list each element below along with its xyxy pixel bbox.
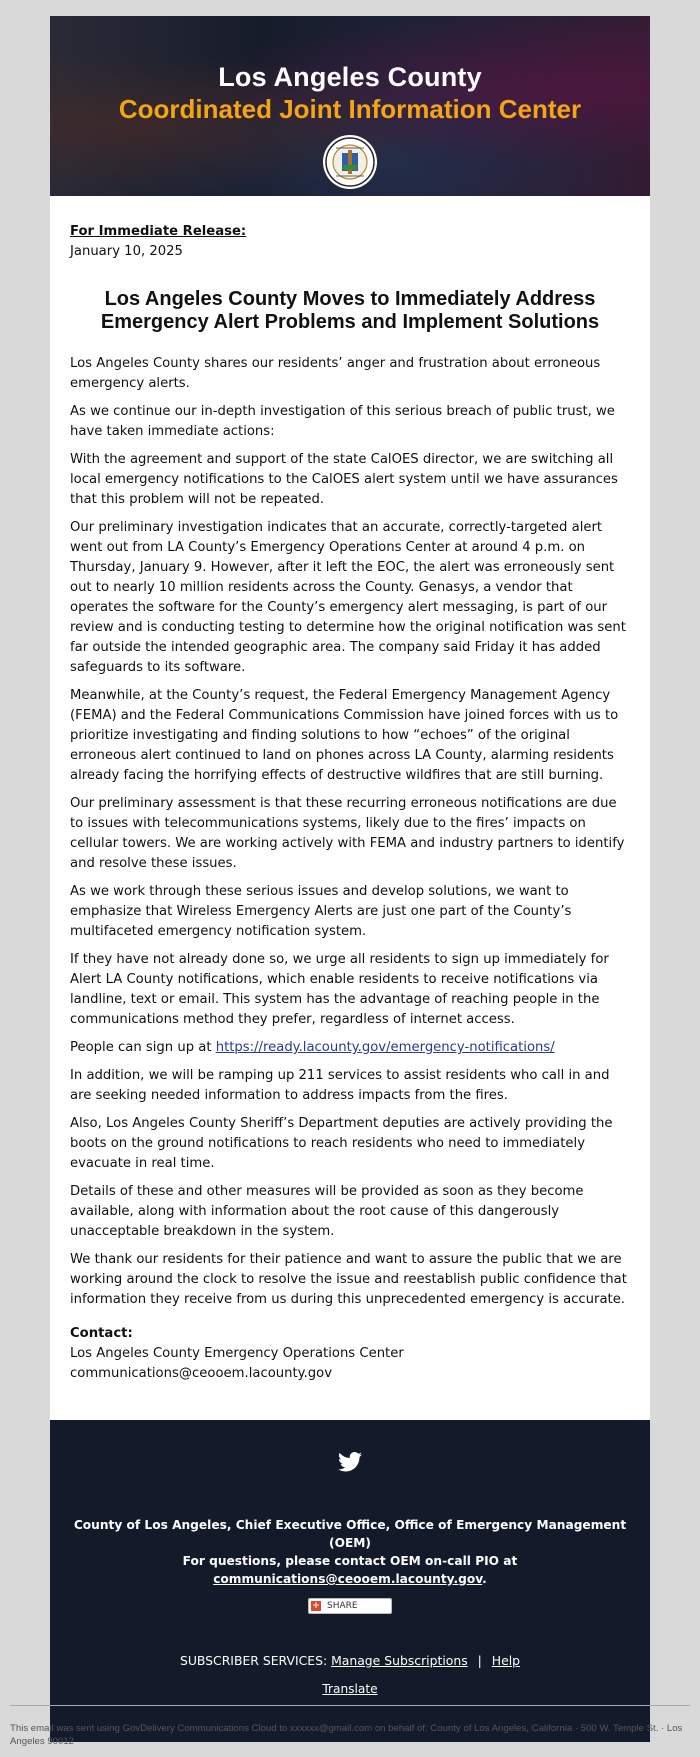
county-seal-icon	[322, 134, 378, 190]
manage-subscriptions-link[interactable]: Manage Subscriptions	[331, 1653, 468, 1668]
footer-org-line: County of Los Angeles, Chief Executive Office, Office of Emergency Management (OEM)	[73, 1518, 627, 1550]
share-label: SHARE	[327, 1601, 358, 1611]
separator: |	[477, 1653, 482, 1668]
release-date: January 10, 2025	[70, 244, 183, 259]
legal-notice: This email was sent using GovDelivery Communications Cloud to xxxxxx@gmail.com on behalf of: County of Los Angeles, California · 500 W. Temple St. · Los Angeles 90012	[10, 1705, 690, 1748]
subscriber-label: SUBSCRIBER SERVICES:	[179, 1653, 328, 1668]
contact-org: Los Angeles County Emergency Operations Center	[70, 1346, 404, 1361]
headline: Los Angeles County Moves to Immediately Address Emergency Alert Problems and Implement Solutions	[100, 288, 600, 333]
header-banner	[50, 16, 650, 196]
paragraph: Meanwhile, at the County’s request, the Federal Emergency Management Agency (FEMA) and the Federal Communications Commission have joined forces with us to prioritize investigating and finding solutions to how “echoes” of the original erroneous alert continued to land on phones across LA County, alarming residents already facing the horrifying effects of destructive wildfires that are still burning.	[70, 688, 619, 783]
paragraph: As we work through these serious issues and develop solutions, we want to emphasize that Wireless Emergency Alerts are just one part of the County’s multifaceted emergency notification system.	[70, 884, 572, 939]
paragraph: Also, Los Angeles County Sheriff’s Department deputies are actively providing the boots on the ground notifications to reach residents who need to immediately evacuate in real time.	[70, 1116, 613, 1171]
contact-email: communications@ceooem.lacounty.gov	[70, 1366, 333, 1381]
signup-link[interactable]: https://ready.lacounty.gov/emergency-notifications/	[215, 1040, 555, 1055]
subscriber-services	[70, 1652, 630, 1670]
signup-paragraph	[70, 1038, 630, 1058]
pio-email-link[interactable]: communications@ceooem.lacounty.gov	[213, 1572, 483, 1586]
banner-subtitle: Coordinated Joint Information Center	[118, 94, 582, 124]
paragraph: As we continue our in-depth investigation of this serious breach of public trust, we have taken immediate actions:	[70, 404, 615, 439]
paragraph: Our preliminary assessment is that these recurring erroneous notifications are due to issues with telecommunications systems, likely due to the fires’ impacts on cellular towers. We are working actively with FEMA and industry partners to identify and resolve these issues.	[70, 796, 625, 871]
paragraph: With the agreement and support of the state CalOES director, we are switching all local emergency notifications to the CalOES alert system until we have assurances that this problem will not be repeated.	[70, 452, 618, 507]
contact-label: Contact:	[70, 1326, 133, 1341]
translate-link[interactable]: Translate	[322, 1682, 378, 1696]
paragraph: Los Angeles County shares our residents’ anger and frustration about erroneous emergency alerts.	[70, 356, 601, 391]
paragraph: In addition, we will be ramping up 211 services to assist residents who call in and are seeking needed information to address impacts from the fires.	[70, 1068, 610, 1103]
email-footer	[50, 1420, 650, 1742]
release-label: For Immediate Release:	[70, 224, 247, 239]
footer-pio-line	[70, 1552, 630, 1588]
paragraph: Our preliminary investigation indicates that an accurate, correctly-targeted alert went out from LA County’s Emergency Operations Center at around 4 p.m. on Thursday, January 9. However, after it left the EOC, the alert was erroneously sent out to nearly 10 million residents across the County. Genasys, a vendor that operates the software for the County’s emergency alert messaging, is part of our review and is conducting testing to determine how the original notification was sent far outside the intended geographic area. The company said Friday it has added safeguards to its software.	[70, 520, 626, 675]
help-link[interactable]: Help	[491, 1653, 521, 1668]
paragraph: We thank our residents for their patience and want to assure the public that we are working around the clock to resolve the issue and reestablish public confidence that information they receive from us during this unprecedented emergency is accurate.	[70, 1252, 627, 1307]
paragraph: Details of these and other measures will be provided as soon as they become available, along with information about the root cause of this dangerously unacceptable breakdown in the system.	[70, 1184, 584, 1239]
email-container	[50, 16, 650, 1742]
share-button[interactable]	[308, 1598, 392, 1614]
twitter-icon[interactable]	[338, 1452, 362, 1472]
pio-prefix: For questions, please contact OEM on-call PIO at	[182, 1554, 518, 1568]
banner-title: Los Angeles County	[218, 62, 482, 92]
signup-prefix: People can sign up at	[70, 1040, 216, 1055]
pio-suffix: .	[482, 1572, 487, 1586]
paragraph: If they have not already done so, we urge all residents to sign up immediately for Alert LA County notifications, which enable residents to receive notifications via landline, text or email. This system has the advantage of reaching people in the communications method they prefer, regardless of internet access.	[70, 952, 609, 1027]
press-release-body	[50, 196, 650, 1420]
plus-icon: +	[312, 1601, 320, 1611]
